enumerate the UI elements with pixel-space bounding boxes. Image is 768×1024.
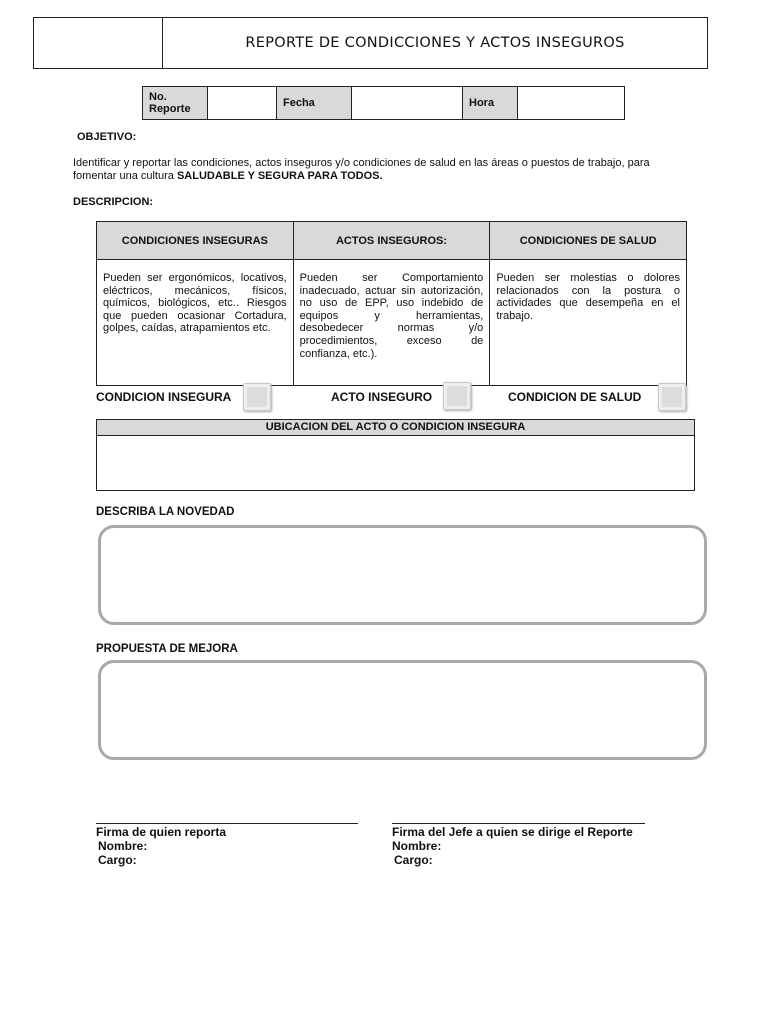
description-label: DESCRIPCION:: [73, 196, 154, 208]
proposal-textarea[interactable]: [98, 660, 707, 760]
novelty-textarea[interactable]: [98, 525, 707, 625]
header-unsafe-conditions: CONDICIONES INSEGURAS: [97, 222, 294, 260]
health-condition-checkbox[interactable]: [658, 383, 686, 411]
report-meta-table: [142, 86, 625, 120]
signature-name-boss: Nombre:: [392, 839, 442, 853]
location-box: [96, 419, 695, 491]
report-number-field[interactable]: [208, 87, 277, 120]
objective-text: [73, 157, 703, 183]
cell-unsafe-conditions: Pueden ser ergonómicos, locativos, eléctricos, mecánicos, físicos, químicos, biológicos, etc.. Riesgos que pueden ocasionar Cortadura, golpes, caídas, atrapamientos etc.: [97, 260, 294, 386]
novelty-label: DESCRIBA LA NOVEDAD: [96, 506, 235, 518]
unsafe-condition-checkbox[interactable]: [243, 383, 271, 411]
objective-emphasis: SALUDABLE Y SEGURA PARA TODOS.: [176, 170, 383, 182]
health-condition-label: CONDICION DE SALUD: [508, 390, 642, 404]
time-field[interactable]: [518, 87, 625, 120]
signature-title-reporter: Firma de quien reporta: [96, 825, 227, 839]
objective-line-1: Identificar y reportar las condiciones, actos inseguros y/o condiciones de salud en las áreas o puestos de trabajo, para: [73, 157, 650, 169]
unsafe-act-label: ACTO INSEGURO: [331, 390, 433, 404]
header-health-conditions: CONDICIONES DE SALUD: [490, 222, 687, 260]
signature-line-reporter: [96, 823, 358, 824]
signature-line-boss: [392, 823, 645, 824]
signature-role-boss: Cargo:: [394, 853, 433, 867]
date-field[interactable]: [352, 87, 463, 120]
description-table: [96, 221, 687, 386]
form-header: [33, 17, 708, 69]
header-unsafe-acts: ACTOS INSEGUROS:: [293, 222, 490, 260]
location-header: UBICACION DEL ACTO O CONDICION INSEGURA: [97, 420, 694, 436]
location-field[interactable]: [97, 436, 694, 491]
proposal-label: PROPUESTA DE MEJORA: [96, 643, 238, 655]
report-number-label: No. Reporte: [143, 87, 208, 120]
objective-label: OBJETIVO:: [77, 131, 137, 143]
unsafe-act-checkbox[interactable]: [443, 382, 471, 410]
time-label: Hora: [463, 87, 518, 120]
unsafe-condition-label: CONDICION INSEGURA: [96, 390, 232, 404]
cell-unsafe-acts: Pueden ser Comportamiento inadecuado, actuar sin autorización, no uso de EPP, uso indebido de equipos y herramientas, desobedecer normas y/o procedimientos, exceso de confianza, etc.).: [293, 260, 490, 386]
signature-block-boss: [392, 825, 633, 867]
cell-health-conditions: Pueden ser molestias o dolores relacionados con la postura o actividades que desempeña en el trabajo.: [490, 260, 687, 386]
date-label: Fecha: [277, 87, 352, 120]
signature-name-reporter: Nombre:: [98, 839, 148, 853]
page-title: REPORTE DE CONDICCIONES Y ACTOS INSEGUROS: [245, 35, 625, 51]
signature-role-reporter: Cargo:: [98, 853, 137, 867]
signature-block-reporter: [96, 825, 226, 867]
objective-line-2: [73, 170, 703, 183]
logo-placeholder: [34, 18, 163, 68]
signature-title-boss: Firma del Jefe a quien se dirige el Reporte: [392, 825, 633, 839]
objective-line-2-prefix: fomentar una cultura: [73, 170, 177, 182]
